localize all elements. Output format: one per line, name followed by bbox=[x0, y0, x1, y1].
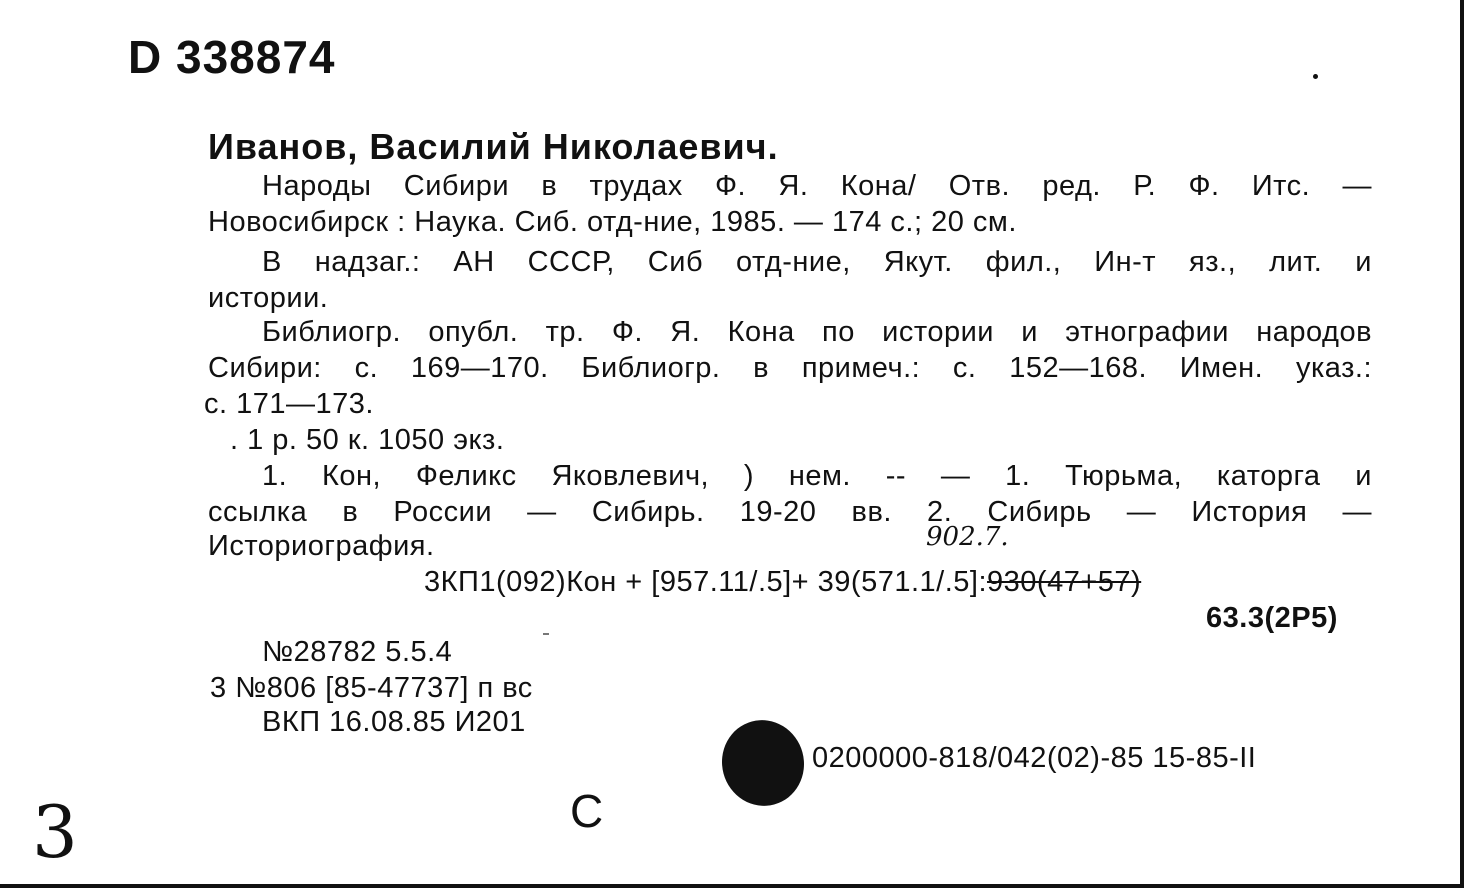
handwritten-note: 902.7. bbox=[926, 522, 1009, 552]
ink-mark bbox=[543, 633, 549, 635]
subjects-line-1: 1. Кон, Феликс Яковлевич, ) нем. -- — 1. Тюрьма, каторга и bbox=[262, 460, 1372, 492]
note-header-line-1: В надзаг.: АН СССР, Сиб отд-ние, Якут. фил., Ин-т яз., лит. и bbox=[262, 246, 1372, 278]
call-number: D 338874 bbox=[128, 31, 336, 83]
ink-blot bbox=[712, 711, 813, 815]
classification-main: 3КП1(092)Кон + [957.11/.5]+ 39(571.1/.5]: bbox=[424, 566, 988, 598]
bottom-mark: С bbox=[570, 785, 604, 837]
handwritten-number: 3 bbox=[32, 790, 78, 874]
bibliography-note-line-2: Сибири: с. 169—170. Библиогр. в примеч.: с. 152—168. Имен. указ.: bbox=[208, 352, 1372, 384]
publication-code: 0200000-818/042(02)-85 15-85-II bbox=[812, 742, 1257, 774]
title-line-1: Народы Сибири в трудах Ф. Я. Кона/ Отв. ред. Р. Ф. Итс. — bbox=[262, 170, 1372, 202]
ink-speck bbox=[1313, 74, 1318, 79]
classification-index bbox=[424, 566, 1141, 599]
note-header-line-2: истории. bbox=[208, 282, 329, 314]
subjects-line-2: ссылка в России — Сибирь. 19-20 вв. 2. Сибирь — История — bbox=[208, 496, 1372, 528]
classification-final: 63.3(2Р5) bbox=[1206, 602, 1338, 634]
title-line-2: Новосибирск : Наука. Сиб. отд-ние, 1985. — 174 с.; 20 см. bbox=[208, 206, 1017, 238]
price-circulation: . 1 р. 50 к. 1050 экз. bbox=[230, 424, 505, 456]
order-line-3: ВКП 16.08.85 И201 bbox=[262, 706, 526, 738]
order-line-1: №28782 5.5.4 bbox=[262, 636, 453, 668]
order-line-2: 3 №806 [85-47737] п вс bbox=[210, 672, 533, 704]
bibliography-note-line-1: Библиогр. опубл. тр. Ф. Я. Кона по истории и этнографии народов bbox=[262, 316, 1372, 348]
classification-struck: 930(47+57) bbox=[987, 566, 1142, 598]
subjects-line-3: Историография. bbox=[208, 530, 435, 562]
author-heading: Иванов, Василий Николаевич. bbox=[208, 126, 779, 167]
bibliography-note-line-3: с. 171—173. bbox=[204, 388, 374, 420]
